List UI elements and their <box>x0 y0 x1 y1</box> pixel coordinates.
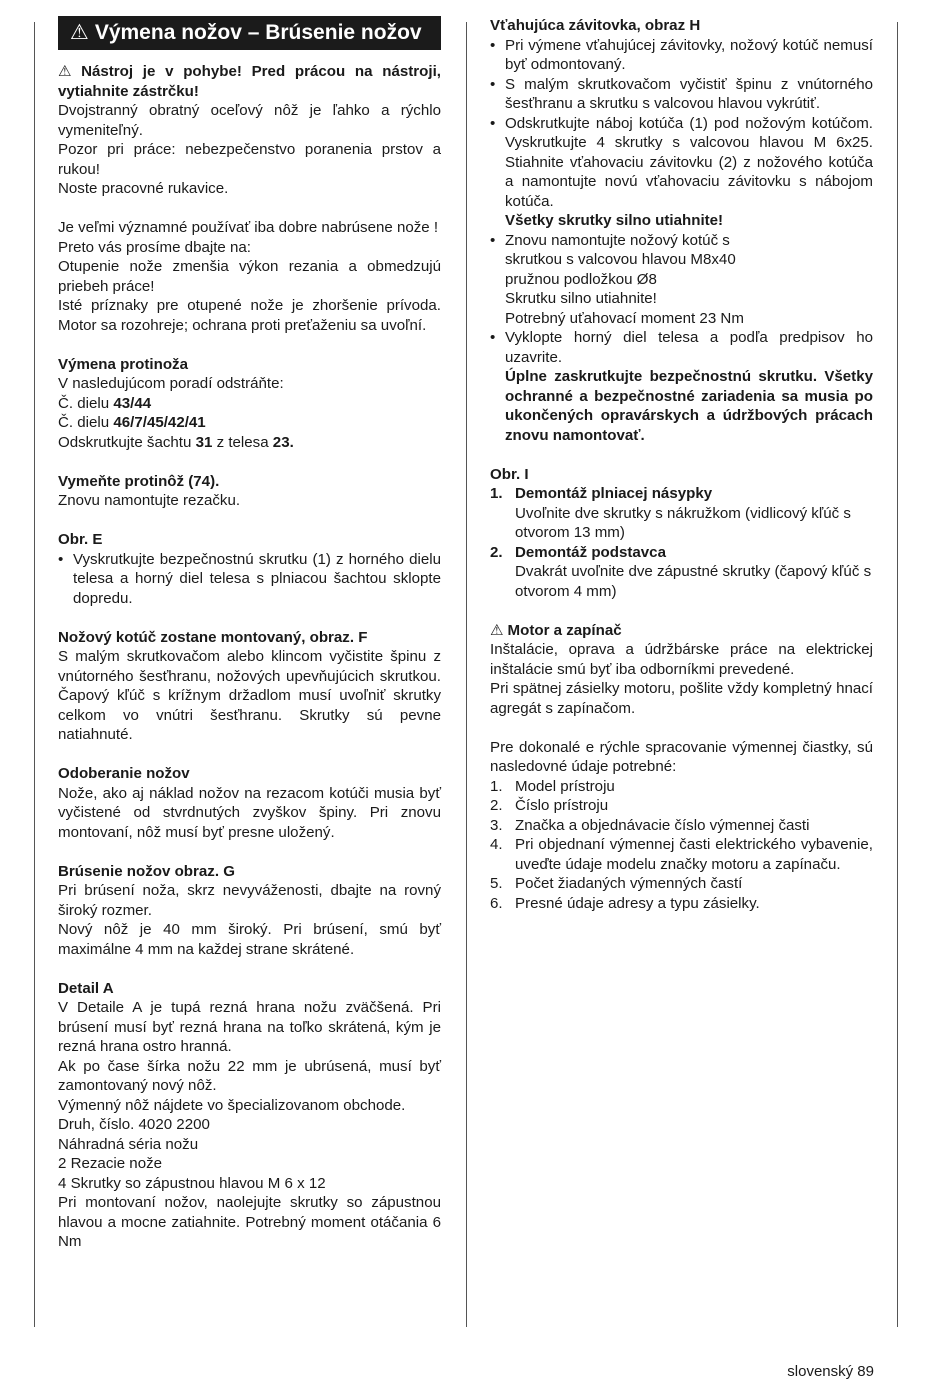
paragraph: 2 Rezacie nože <box>58 1155 163 1172</box>
list-item: • Odskrutkujte náboj kotúča (1) pod nožovým kotúčom. Vyskrutkujte 4 skrutky s valcovou hlavou M 6x25. Stiahnite vťahovaciu závitovku (2) z nožového kotúča a namontujte novú vťahovaciu závitovku s nábojom kotúča. Všetky skrutky silno utiahnite! <box>490 114 873 229</box>
blade-removal-section <box>58 764 441 842</box>
list-item: 3. Značka a objednávacie číslo výmennej časti <box>490 816 810 834</box>
warning-section <box>58 62 441 199</box>
paragraph: Výmenný nôž nájdete vo špecializovanom obchode. <box>58 1096 406 1114</box>
paragraph: Pri brúsení noža, skrz nevyváženosti, dbajte na rovný široký rozmer. <box>58 882 441 919</box>
bullet-icon: • <box>490 231 496 249</box>
list-number: 4. <box>490 836 503 853</box>
list-item: • Znovu namontujte nožový kotúč s skrutkou s valcovou hlavou M8x40 pružnou podložkou Ø8 Skrutku silno utiahnite! Potrebný uťahovací moment 23 Nm <box>490 231 744 327</box>
list-number: 3. <box>490 816 503 834</box>
part-number-line: Č. dielu 46/7/45/42/41 <box>58 414 206 431</box>
figure-e-section <box>58 530 441 608</box>
paragraph: Pre dokonalé e rýchle spracovanie výmennej čiastky, sú nasledovné údaje potrebné: <box>490 738 873 775</box>
section-heading: Vymeňte protinôž (74). <box>58 472 220 490</box>
list-number: 6. <box>490 894 503 912</box>
bullet-icon: • <box>490 114 496 132</box>
list-number: 1. <box>490 485 503 502</box>
paragraph: V nasledujúcom poradí odstráňte: <box>58 375 284 392</box>
warning-triangle-icon: ⚠ <box>58 63 78 80</box>
paragraph: Znovu namontujte rezačku. <box>58 492 241 509</box>
list-number: 2. <box>490 543 503 561</box>
detail-a-section <box>58 979 441 1252</box>
section-heading: ⚠ Motor a zapínač <box>490 621 622 639</box>
warning-text: ⚠ Nástroj je v pohybe! Pred prácou na nástroji, vytiahnite zástrčku! <box>58 63 441 100</box>
paragraph: 4 Skrutky so zápustnou hlavou M 6 x 12 <box>58 1174 326 1192</box>
section-heading: Detail A <box>58 979 114 997</box>
list-item: • Vyklopte horný diel telesa a podľa predpisov ho uzavrite. Úplne zaskrutkujte bezpečnostnú skrutku. Všetky ochranné a bezpečnostné zariadenia sa musia po ukončených opravárskych a údržbových prácach znovu namontovať. <box>490 329 873 444</box>
paragraph: S malým skrutkovačom alebo klincom vyčistite špinu z vnútorného šesťhranu, nožových upevňujúcich skrutkou. Čapový kľúč s krížnym držadlom musí uvoľniť skrutky celkom vo vnútri šesťhranu. Skrutky sú pevne natiahnuté. <box>58 648 441 743</box>
right-column <box>490 16 873 933</box>
list-item: • S malým skrutkovačom vyčistiť špinu z vnútorného šesťhranu a skrutku s valcovou hlavou vykrútiť. <box>490 75 873 112</box>
list-item: 5. Počet žiadaných výmenných častí <box>490 875 743 892</box>
section-heading: Vťahujúca závitovka, obraz H <box>490 17 701 34</box>
motor-section <box>490 621 873 719</box>
paragraph: Pri spätnej zásielky motoru, pošlite vždy kompletný hnací agregát s zapínačom. <box>490 680 873 717</box>
section-heading: Výmena protinoža <box>58 355 188 373</box>
bullet-icon: • <box>58 550 64 568</box>
bullet-icon: • <box>490 329 496 346</box>
part-number-line: Odskrutkujte šachtu 31 z telesa 23. <box>58 433 294 451</box>
sharpness-section <box>58 218 441 335</box>
section-heading: Brúsenie nožov obraz. G <box>58 862 235 880</box>
paragraph: Je veľmi významné používať iba dobre nabrúsene nože ! <box>58 219 439 236</box>
list-item: 1. Model prístroju <box>490 777 615 795</box>
warning-triangle-icon: ⚠ <box>490 621 504 639</box>
section-heading: Obr. I <box>490 465 529 483</box>
paragraph: Dvojstranný obratný oceľový nôž je ľahko a rýchlo vymeniteľný. <box>58 102 441 139</box>
paragraph: Náhradná séria nožu <box>58 1135 199 1153</box>
warning-triangle-icon: ⚠ <box>70 21 89 44</box>
paragraph: Preto vás prosíme dbajte na: <box>58 238 251 256</box>
paragraph: Isté príznaky pre otupené nože je zhoršenie prívoda. Motor sa rozohreje; ochrana proti preťaženiu sa uvoľní. <box>58 297 441 334</box>
spare-parts-order-section <box>490 738 873 914</box>
paragraph: Inštalácie, oprava a údržbárske práce na elektrickej inštalácie smú byť iba odborníkmi prevedené. <box>490 641 873 678</box>
list-item: 1. Demontáž plniacej násypky Uvoľnite dve skrutky s nákružkom (vidlicový kľúč s otvorom 13 mm) <box>490 485 851 541</box>
column-divider-rule <box>466 22 467 1327</box>
bullet-icon: • <box>490 36 496 54</box>
counter-blade-section <box>58 355 441 453</box>
list-item: 2. Číslo prístroju <box>490 797 609 814</box>
section-banner <box>58 16 441 50</box>
paragraph: V Detaile A je tupá rezná hrana nožu zväčšená. Pri brúsení musí byť rezná hrana na toľko skrátená, kým je rezná hrana ostro hranná. <box>58 999 441 1055</box>
paragraph: Noste pracovné rukavice. <box>58 180 229 197</box>
page-footer: slovenský 89 <box>787 1363 874 1380</box>
list-number: 5. <box>490 875 503 892</box>
paragraph: Druh, číslo. 4020 2200 <box>58 1116 210 1133</box>
list-item: • Vyskrutkujte bezpečnostnú skrutku (1) z horného dielu telesa a horný diel telesa s plniacou šachtou sklopte dopredu. <box>58 550 441 607</box>
part-number-line: Č. dielu 43/44 <box>58 394 152 412</box>
section-heading: Nožový kotúč zostane montovaný, obraz. F <box>58 628 368 646</box>
paragraph: Otupenie nože zmenšia výkon rezania a obmedzujú priebeh práce! <box>58 258 441 295</box>
figure-i-section <box>490 465 873 602</box>
section-heading: Odoberanie nožov <box>58 765 190 782</box>
paragraph: Nový nôž je 40 mm široký. Pri brúsení, smú byť maximálne 4 mm na každej strane skrátené. <box>58 921 441 958</box>
list-item: 2. Demontáž podstavca Dvakrát uvoľnite dve zápustné skrutky (čapový kľúč s otvorom 4 mm) <box>490 543 872 600</box>
list-number: 1. <box>490 777 503 795</box>
paragraph: Pri montovaní nožov, naolejujte skrutky so zápustnou hlavou a mocne zatiahnite. Potrebný moment otáčania 6 Nm <box>58 1194 441 1250</box>
left-margin-rule <box>34 22 35 1327</box>
paragraph: Pozor pri práce: nebezpečenstvo poranenia prstov a rukou! <box>58 141 441 178</box>
left-column <box>58 16 441 1271</box>
list-item: 6. Presné údaje adresy a typu zásielky. <box>490 894 760 912</box>
section-heading: Obr. E <box>58 531 103 548</box>
figure-f-section <box>58 628 441 745</box>
paragraph: Nože, ako aj náklad nožov na rezacom kotúči musia byť vyčistené od stvrdnutých zvyškov špiny. Pri znovu montovaní, nôž musí byť presne uložený. <box>58 784 441 841</box>
bullet-icon: • <box>490 75 496 93</box>
paragraph: Ak po čase šírka nožu 22 mm je ubrúsená, musí byť zamontovaný nový nôž. <box>58 1057 441 1094</box>
figure-h-section <box>490 16 873 445</box>
banner-title: Výmena nožov – Brúsenie nožov <box>94 21 422 44</box>
figure-g-section <box>58 862 441 960</box>
list-item: • Pri výmene vťahujúcej závitovky, nožový kotúč nemusí byť odmontovaný. <box>490 36 873 73</box>
list-item: 4. Pri objednaní výmennej časti elektrického vybavenie, uveďte údaje modelu značky motoru a zapínaču. <box>490 836 873 873</box>
list-number: 2. <box>490 797 503 814</box>
replace-counter-blade-section <box>58 472 441 511</box>
right-margin-rule <box>897 22 898 1327</box>
